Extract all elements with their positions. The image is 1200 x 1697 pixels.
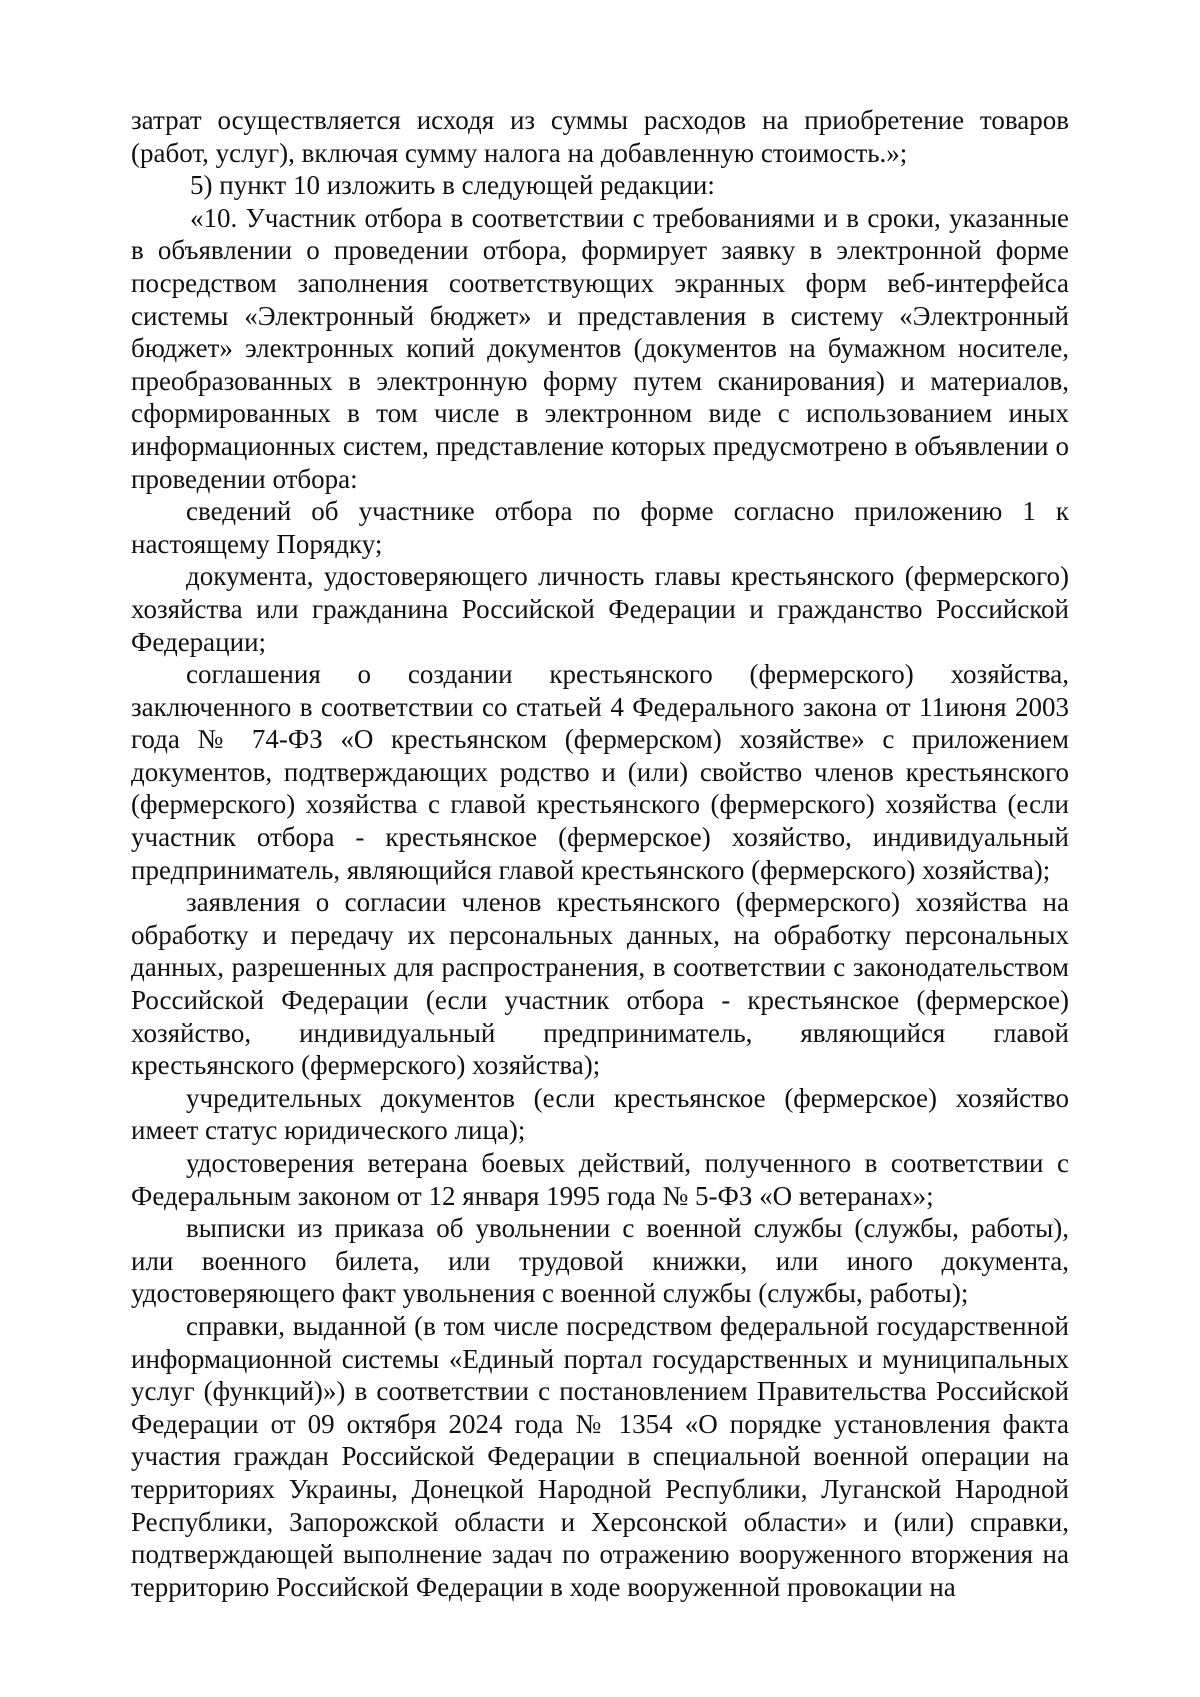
paragraph-continuation: затрат осуществляется исходя из суммы расходов на приобретение товаров (работ, услуг), включая сумму налога на добавленную стоимость.»; bbox=[131, 105, 1069, 168]
list-item: соглашения о создании крестьянского (фермерского) хозяйства, заключенного в соответствии со статьей 4 Федерального закона от 11июня 2003 года № 74-ФЗ «О крестьянском (фермерском) хозяйстве» с приложением документов, подтверждающих родство и (или) свойство членов крестьянского (фермерского) хозяйства с главой крестьянского (фермерского) хозяйства (если участник отбора - крестьянское (фермерское) хозяйство, индивидуальный предприниматель, являющийся главой крестьянского (фермерского) хозяйства); bbox=[131, 659, 1069, 885]
list-item: учредительных документов (если крестьянское (фермерское) хозяйство имеет статус юридического лица); bbox=[131, 1082, 1069, 1146]
paragraph-item-5: 5) пункт 10 изложить в следующей редакции: bbox=[190, 170, 715, 201]
list-item: выписки из приказа об увольнении с военной службы (службы, работы), или военного билета, или трудовой книжки, или иного документа, удостоверяющего факт увольнения с военной службы (службы, работы); bbox=[131, 1213, 1069, 1309]
document-page bbox=[131, 104, 1069, 1603]
list-item: документа, удостоверяющего личность главы крестьянского (фермерского) хозяйства или гражданина Российской Федерации и гражданство Российской Федерации; bbox=[131, 561, 1069, 657]
list-item: справки, выданной (в том числе посредством федеральной государственной информационной системы «Единый портал государственных и муниципальных услуг (функций)») в соответствии с постановлением Правительства Российской Федерации от 09 октября 2024 года № 1354 «О порядке установления факта участия граждан Российской Федерации в специальной военной операции на территориях Украины, Донецкой Народной Республики, Луганской Народной Республики, Запорожской области и Херсонской области» и (или) справки, подтверждающей выполнение задач по отражению вооруженного вторжения на территорию Российской Федерации в ходе вооруженной провокации на bbox=[131, 1310, 1069, 1602]
paragraph-point-10: «10. Участник отбора в соответствии с требованиями и в сроки, указанные в объявлении о проведении отбора, формирует заявку в электронной форме посредством заполнения соответствующих экранных форм веб-интерфейса системы «Электронный бюджет» и представления в систему «Электронный бюджет» электронных копий документов (документов на бумажном носителе, преобразованных в электронную форму путем сканирования) и материалов, сформированных в том числе в электронном виде с использованием иных информационных систем, представление которых предусмотрено в объявлении о проведении отбора: bbox=[131, 202, 1069, 494]
list-item: заявления о согласии членов крестьянского (фермерского) хозяйства на обработку и передачу их персональных данных, на обработку персональных данных, разрешенных для распространения, в соответствии с законодательством Российской Федерации (если участник отбора - крестьянское (фермерское) хозяйство, индивидуальный предприниматель, являющийся главой крестьянского (фермерского) хозяйства); bbox=[131, 887, 1069, 1081]
list-item: сведений об участнике отбора по форме согласно приложению 1 к настоящему Порядку; bbox=[131, 496, 1069, 559]
list-item: удостоверения ветерана боевых действий, полученного в соответствии с Федеральным законом от 12 января 1995 года № 5-ФЗ «О ветеранах»; bbox=[131, 1148, 1069, 1211]
